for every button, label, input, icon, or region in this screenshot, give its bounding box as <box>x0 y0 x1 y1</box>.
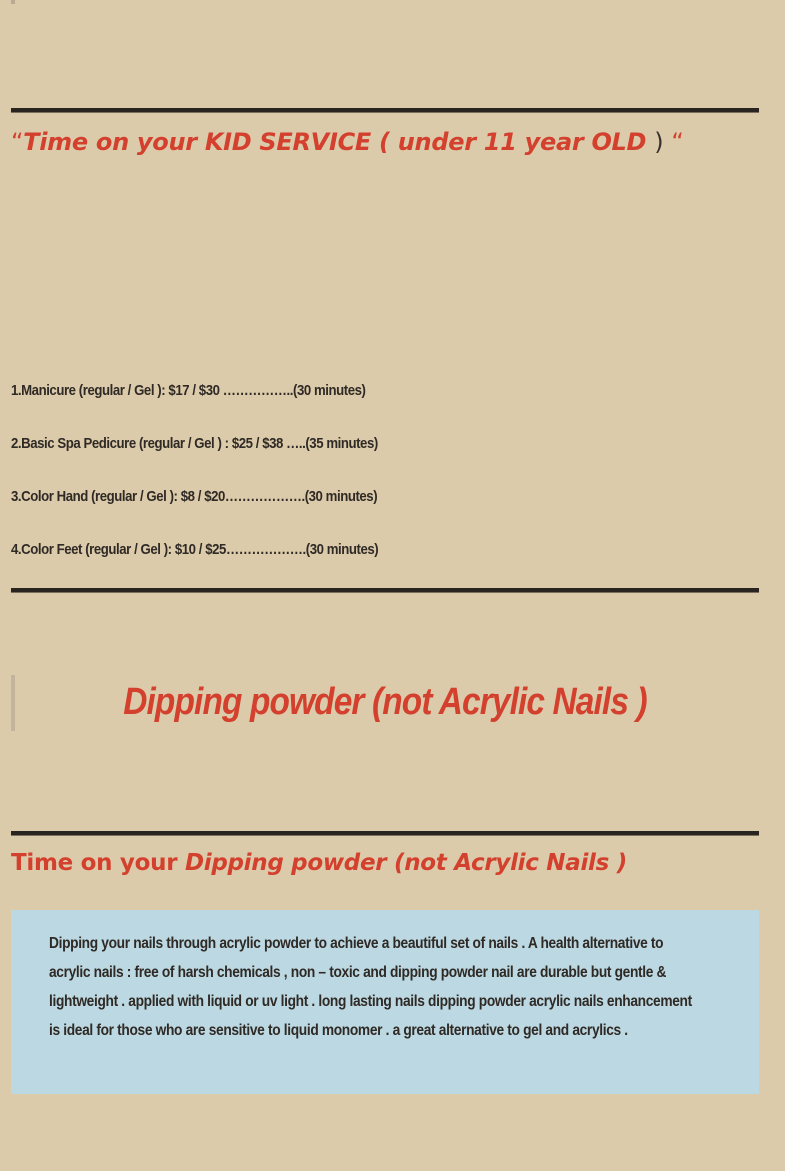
kid-services-list <box>11 380 428 592</box>
time-dipping-prefix: Time on your <box>11 850 185 876</box>
kid-service-item: 4.Color Feet (regular / Gel ): $10 / $25……………….(30 minutes) <box>11 541 379 558</box>
blockquote-bar <box>11 675 15 731</box>
time-dipping-title: Dipping powder (not Acrylic Nails ) <box>184 850 627 876</box>
kid-service-item: 2.Basic Spa Pedicure (regular / Gel ) : $25 / $38 …..(35 minutes) <box>11 435 378 452</box>
section-divider <box>11 831 759 836</box>
dipping-description-box <box>11 910 759 1094</box>
dipping-description-text: Dipping your nails through acrylic powder to achieve a beautiful set of nails . A health alternative to acrylic nails : free of harsh chemicals , non – toxic and dipping powder nail are durable but gentle & lightweight . applied with liquid or uv light . long lasting nails dipping powder acrylic nails enhancement is ideal for those who are sensitive to liquid monomer . a great alternative to gel and acrylics . <box>49 935 692 1039</box>
dipping-powder-title: Dipping powder (not Acrylic Nails ) <box>123 681 647 723</box>
blockquote-bar <box>11 0 15 4</box>
dipping-powder-blockquote <box>11 675 759 731</box>
time-dipping-heading <box>11 850 627 876</box>
quote-open: “ <box>11 128 24 156</box>
kid-service-item: 3.Color Hand (regular / Gel ): $8 / $20……………….(30 minutes) <box>11 488 378 505</box>
kid-service-item: 1.Manicure (regular / Gel ): $17 / $30 ……………..(30 minutes) <box>11 382 366 399</box>
quote-close: “ <box>671 128 684 156</box>
kid-service-heading-text: Time on your KID SERVICE ( under 11 year OLD <box>23 128 647 156</box>
section-divider <box>11 108 759 113</box>
kid-service-heading <box>11 128 684 156</box>
section-divider <box>11 588 759 593</box>
truncated-previous-heading <box>0 0 785 4</box>
paren-close: ) <box>654 128 664 156</box>
